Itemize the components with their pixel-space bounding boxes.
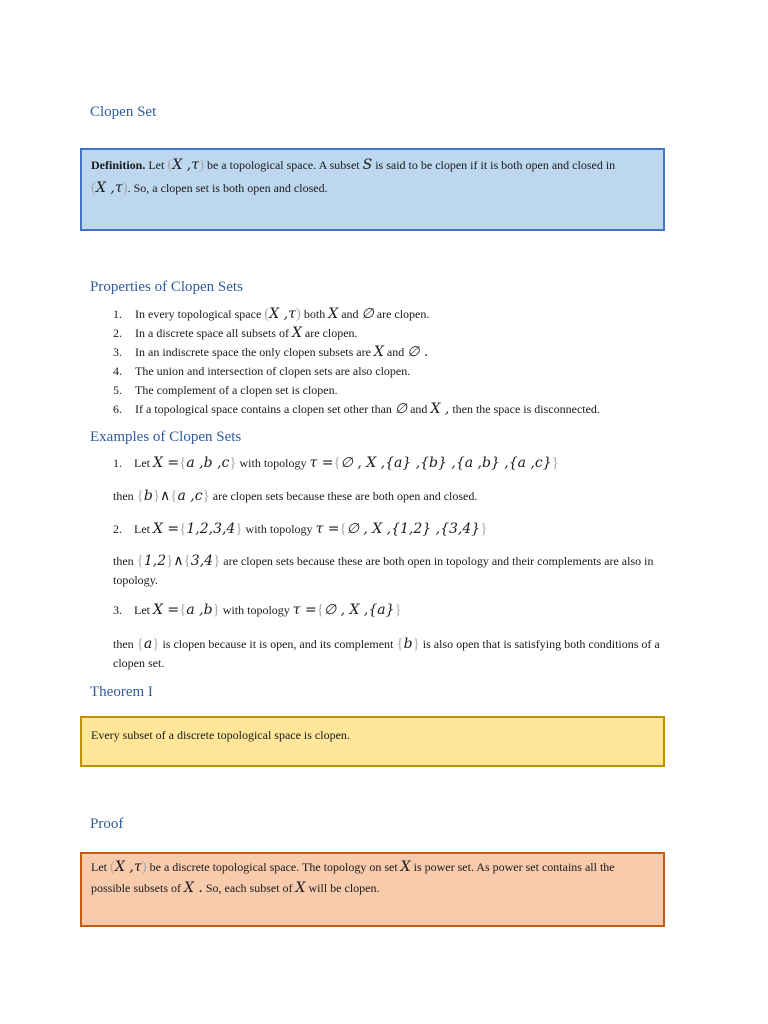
theorem-text: Every subset of a discrete topological space is clopen.	[91, 728, 350, 742]
proof-heading: Proof	[90, 816, 124, 832]
theorem-heading: Theorem I	[90, 684, 153, 700]
example-3-explanation: then {a} is clopen because it is open, and its complement {b} is also open that is satisfying both conditions of a clopen set.	[113, 636, 660, 670]
example-3: 3. Let X ={a ,b} with topology τ ={∅ , X ,{a}}	[113, 602, 402, 618]
math-space: X ,τ	[172, 157, 199, 173]
properties-list	[113, 305, 600, 419]
math-space: X ,τ	[96, 180, 123, 196]
properties-heading: Properties of Clopen Sets	[90, 279, 243, 295]
list-item: 6. If a topological space contains a clopen set other than ∅ and X , then the space is disconnected.	[113, 401, 600, 417]
definition-label: Definition.	[91, 158, 146, 172]
theorem-box	[80, 716, 665, 767]
math-subset-s: S	[362, 157, 373, 173]
definition-box: Definition. Let (X ,τ) be a topological space. A subset S is said to be clopen if it is both open and closed in (X ,τ). So, a clopen set is both open and closed.	[80, 148, 665, 231]
example-1-explanation: then {b}∧{a ,c} are clopen sets because these are both open and closed.	[113, 488, 478, 504]
page-title: Clopen Set	[90, 104, 157, 120]
list-item: 3. In an indiscrete space the only clopen subsets are X and ∅ .	[113, 344, 429, 360]
example-2: 2. Let X ={1,2,3,4} with topology τ ={∅ , X ,{1,2} ,{3,4}}	[113, 521, 488, 537]
list-item: 1. In every topological space (X ,τ) both X and ∅ are clopen.	[113, 306, 430, 322]
list-item: 4. The union and intersection of clopen sets are also clopen.	[113, 364, 411, 378]
proof-box: Let (X ,τ) be a discrete topological space. The topology on set X is power set. As power set contains all the possible subsets of X . So, each subset of X will be clopen.	[80, 852, 665, 927]
examples-heading: Examples of Clopen Sets	[90, 429, 242, 445]
example-2-explanation: then {1,2}∧{3,4} are clopen sets because these are both open in topology and their complements are also in topology.	[113, 553, 654, 587]
list-item: 2. In a discrete space all subsets of X are clopen.	[113, 325, 358, 341]
example-1: 1. Let X ={a ,b ,c} with topology τ ={∅ , X ,{a} ,{b} ,{a ,b} ,{a ,c}}	[113, 455, 559, 471]
list-item: 5. The complement of a clopen set is clopen.	[113, 383, 338, 397]
